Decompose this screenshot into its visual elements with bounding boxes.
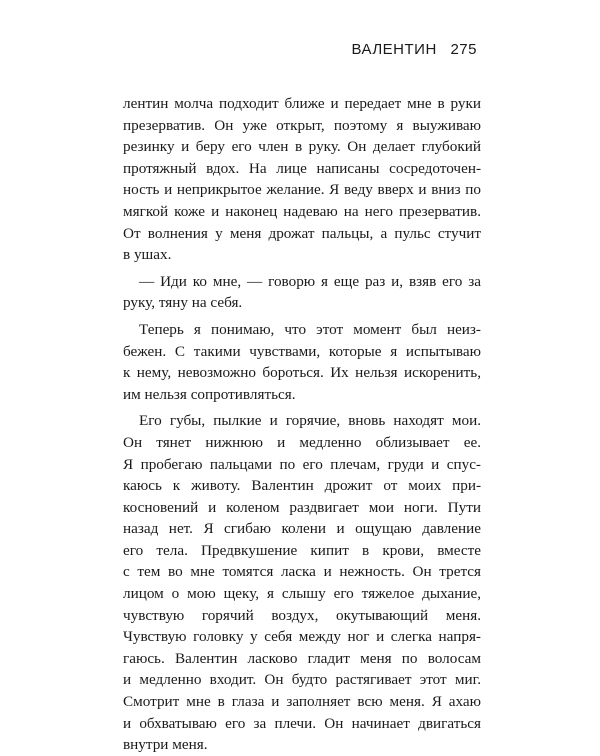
text-line: — Иди ко мне, — говорю я еще раз и, взяв его за [139,272,481,290]
text-line: ность и неприкрытое желание. Я веду вверх и вниз по [123,181,481,199]
text-line: с тем во мне томятся ласка и нежность. Он трется [123,563,481,581]
text-line: Теперь я понимаю, что этот момент был неиз- [139,320,481,338]
text-line: Я пробегаю пальцами по его плечам, груди и спус- [123,455,481,473]
running-head [351,41,477,58]
text-line: каюсь к животу. Валентин дрожит от моих при- [123,477,481,495]
body-text [123,93,481,756]
text-line: в ушах. [123,246,172,264]
text-line: и медленно входит. Он будто растягивает этот миг. [123,671,481,689]
paragraph [123,93,481,266]
text-line: Он тянет нижнюю и медленно облизывает ее. [123,433,481,451]
chapter-title: ВАЛЕНТИН [351,41,437,58]
text-line: презерватив. Он уже открыт, поэтому я выуживаю [123,116,481,134]
text-line: От волнения у меня дрожат пальцы, а пульс стучит [123,224,481,242]
text-line: чувствую горячий воздух, окутывающий меня. [123,606,481,624]
text-line: к нему, невозможно бороться. Их нельзя искоренить, [123,364,481,382]
text-line: резинку и беру его член в руку. Он делает глубокий [123,138,481,156]
text-line: им нельзя сопротивляться. [123,385,296,403]
text-line: лицом о мою щеку, я слышу его тяжелое дыхание, [123,585,481,603]
text-line: протяжный вдох. На лице написаны сосредоточен- [123,159,481,177]
text-line: мягкой коже и наконец надеваю на него презерватив. [123,202,481,220]
text-line: руку, тяну на себя. [123,294,243,312]
paragraph [123,271,481,314]
text-line: косновений и коленом раздвигает мои ноги. Пути [123,498,481,516]
text-line: назад нет. Я сгибаю колени и ощущаю давление [123,520,481,538]
paragraph [123,410,481,756]
text-line: его тела. Предвкушение кипит в крови, вместе [123,541,481,559]
text-line: и обхватываю его за плечи. Он начинает двигаться [123,714,481,732]
text-line: бежен. С такими чувствами, которые я испытываю [123,342,481,360]
text-line: Смотрит мне в глаза и заполняет всю меня. Я ахаю [123,693,481,711]
paragraph [123,319,481,405]
text-line: лентин молча подходит ближе и передает мне в руки [123,95,481,112]
page-number: 275 [450,41,477,58]
text-line: Его губы, пылкие и горячие, вновь находят мои. [139,412,481,430]
text-line: Чувствую головку у себя между ног и слегка напря- [123,628,481,646]
text-line: внутри меня. [123,736,208,754]
text-line: гаюсь. Валентин ласково гладит меня по волосам [123,649,481,667]
